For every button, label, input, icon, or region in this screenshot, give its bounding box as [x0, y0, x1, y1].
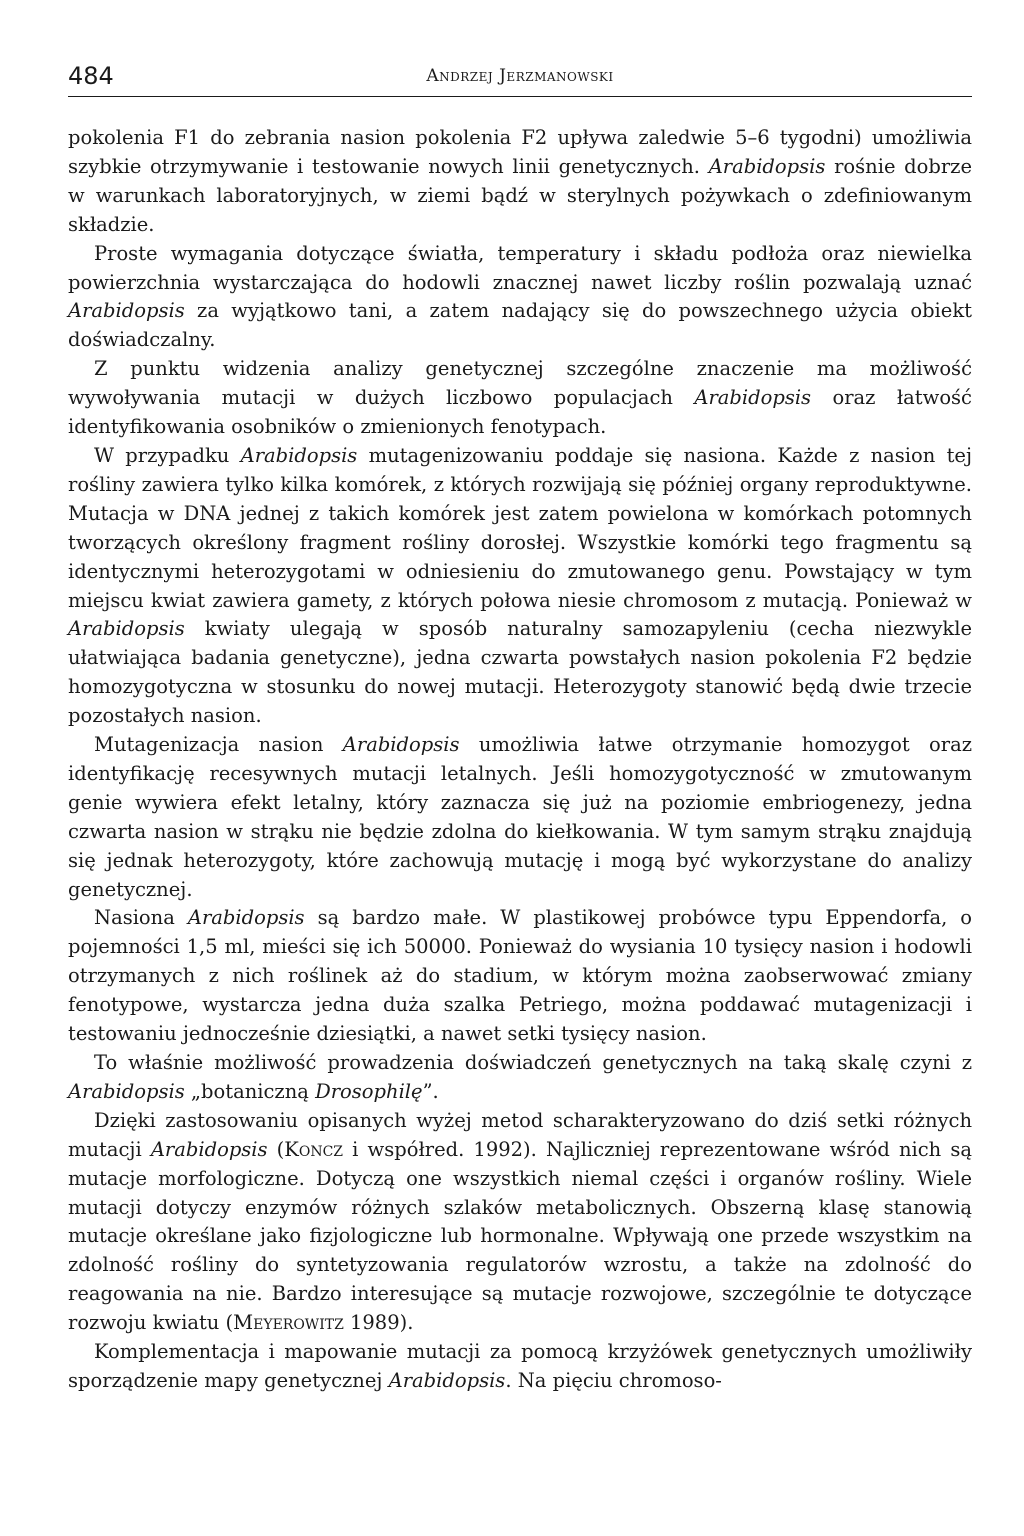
italic-term: Arabidopsis — [68, 1079, 185, 1103]
paragraph — [68, 355, 972, 442]
page-header — [68, 60, 972, 97]
italic-term: Arabidopsis — [150, 1137, 268, 1161]
text-run: rośnie dobrze w warunkach laboratoryjnych, w ziemi bądź w sterylnych pożywkach o zdefiniowanym składzie. — [68, 154, 972, 236]
text-run: kwiaty ulegają w sposób naturalny samozapyleniu (cecha niezwykle ułatwiająca badania genetyczne), jedna czwarta powstałych nasion pokolenia F2 będzie homozygotyczna w stosunku do nowej mutacji. Heterozygoty stanowić będą dwie trzecie pozostałych nasion. — [68, 617, 972, 728]
text-run: Z punktu widzenia analizy genetycznej szczególne znaczenie ma możliwość wywoływania mutacji w dużych liczbowo populacjach — [68, 357, 972, 410]
text-run: i współred. 1992). Najliczniej reprezentowane wśród nich są mutacje morfologiczne. Dotyczą one wszystkich niemal części i organów rośliny. Wiele mutacji dotyczy enzymów różnych szlaków metabolicznych. Obszerną klasę stanowią mutacje określane jako fizjologiczne lub hormonalne. Wpływają one przede wszystkim na zdolność rośliny do syntetyzowania regulatorów wzrostu, a także na zdolność do reagowania na nie. Bardzo interesujące są mutacje rozwojowe, szczególnie te dotyczące rozwoju kwiatu ( — [68, 1137, 972, 1335]
text-run: Mutagenizacja nasion — [94, 733, 343, 757]
body-text — [68, 124, 972, 1396]
text-run: Nasiona — [94, 906, 188, 930]
text-run: W przypadku — [94, 443, 241, 467]
italic-term: Arabidopsis — [68, 617, 185, 641]
text-run: umożliwia łatwe otrzymanie homozygot oraz identyfikację recesywnych mutacji letalnych. Jeśli homozygotyczność w zmutowanym genie wywiera efekt letalny, który zaznacza się już na poziomie embriogenezy, jedna czwarta nasion w strąku nie będzie zdolna do kiełkowania. W tym samym strąku znajdują się jednak heterozygoty, które zachowują mutację i mogą być wykorzystane do analizy genetycznej. — [68, 733, 973, 901]
author-name: Koncz — [284, 1137, 344, 1161]
running-head-author: Andrzej Jerzmanowski — [426, 66, 614, 86]
italic-term: Arabidopsis — [388, 1368, 506, 1392]
paragraph — [68, 442, 972, 731]
text-run: za wyjątkowo tani, a zatem nadający się do powszechnego użycia obiekt doświadczalny. — [68, 299, 972, 352]
italic-term: Arabidopsis — [68, 299, 185, 323]
author-name: Meyerowitz — [233, 1311, 344, 1335]
text-run: „botaniczną — [184, 1079, 316, 1103]
text-run: są bardzo małe. W plastikowej probówce typu Eppendorfa, o pojemności 1,5 ml, mieści się ich 50000. Ponieważ do wysiania 10 tysięcy nasion i hodowli otrzymanych z nich roślinek aż do stadium, w którym można zaobserwować zmiany fenotypowe, wystarcza jedna duża szalka Petriego, można poddawać mutagenizacji i testowaniu jednocześnie dziesiątki, a nawet setki tysięcy nasion. — [68, 906, 972, 1046]
italic-term: Arabidopsis — [694, 386, 812, 410]
text-run: . Na pięciu chromoso- — [505, 1368, 722, 1392]
paragraph — [68, 904, 972, 1049]
text-run: oraz łatwość identyfikowania osobników o zmienionych fenotypach. — [68, 386, 972, 439]
paragraph — [68, 1049, 972, 1107]
text-run: Dzięki zastosowaniu opisanych wyżej metod scharakteryzowano do dziś setki różnych mutacji — [68, 1108, 972, 1161]
text-run: mutagenizowaniu poddaje się nasiona. Każde z nasion tej rośliny zawiera tylko kilka komórek, z których rozwijają się później organy reproduktywne. Mutacja w DNA jednej z takich komórek jest zatem powielona w komórkach potomnych tworzących określony fragment rośliny dorosłej. Wszystkie komórki tego fragmentu są identycznymi heterozygotami w odniesieniu do zmutowanego genu. Powstający w tym miejscu kwiat zawiera gamety, z których połowa niesie chromosom z mutacją. Ponieważ w — [68, 443, 972, 612]
text-run: ( — [267, 1137, 285, 1161]
italic-term: Arabidopsis — [240, 443, 358, 467]
paragraph — [68, 240, 972, 356]
paragraph — [68, 731, 972, 904]
italic-term: Drosophilę — [315, 1079, 423, 1103]
paragraph — [68, 1338, 972, 1396]
italic-term: Arabidopsis — [187, 906, 305, 930]
paragraph — [68, 1107, 972, 1338]
text-run: ”. — [422, 1079, 439, 1103]
italic-term: Arabidopsis — [342, 733, 460, 757]
text-run: Proste wymagania dotyczące światła, temperatury i składu podłoża oraz niewielka powierzchnia wystarczająca do hodowli znacznej nawet liczby roślin pozwalają uznać — [68, 241, 972, 294]
text-run: Komplementacja i mapowanie mutacji za pomocą krzyżówek genetycznych umożliwiły sporządzenie mapy genetycznej — [68, 1340, 972, 1392]
text-run: To właśnie możliwość prowadzenia doświadczeń genetycznych na taką skalę czyni z — [94, 1051, 972, 1074]
text-run: pokolenia F1 do zebrania nasion pokolenia F2 upływa zaledwie 5–6 tygodni) umożliwia szybkie otrzymywanie i testowanie nowych linii genetycznych. — [68, 126, 972, 178]
page-number: 484 — [68, 62, 114, 90]
italic-term: Arabidopsis — [708, 154, 826, 178]
paragraph — [68, 124, 972, 240]
text-run: 1989). — [343, 1311, 414, 1335]
